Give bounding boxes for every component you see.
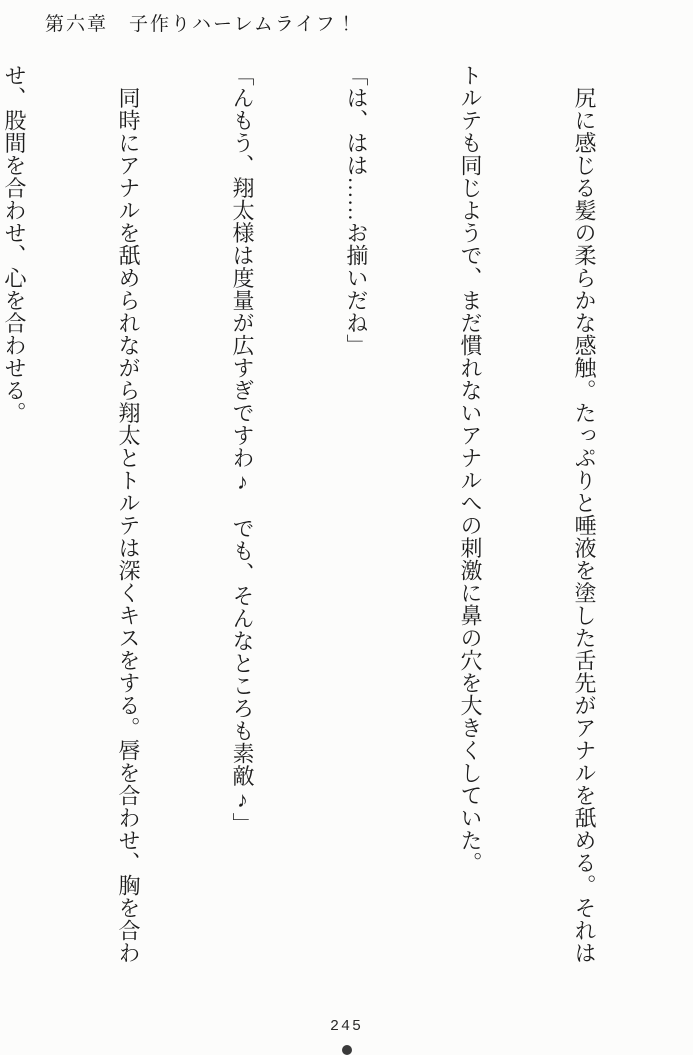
text-line: 尻に感じる髪の柔らかな感触。たっぷりと唾液を塗した舌先がアナルを舐める。それは [572,64,597,964]
text-line: せ、股間を合わせ、心を合わせる。 [2,64,27,424]
bottom-edge-partial-mark [342,1045,352,1055]
text-line: トルテも同じようで、まだ慣れないアナルへの刺激に鼻の穴を大きくしていた。 [458,64,483,874]
text-line: 「んもう、翔太様は度量が広すぎですわ♪ でも、そんなところも素敵♪」 [230,64,255,835]
chapter-header: 第六章 子作りハーレムライフ！ [45,14,358,35]
page-number: 245 [329,1018,363,1035]
text-line: 「は、はは……お揃いだね」 [344,64,369,357]
body-text-block [0,64,679,996]
text-line: 同時にアナルを舐められながら翔太とトルテは深くキスをする。唇を合わせ、胸を合わ [116,64,141,964]
